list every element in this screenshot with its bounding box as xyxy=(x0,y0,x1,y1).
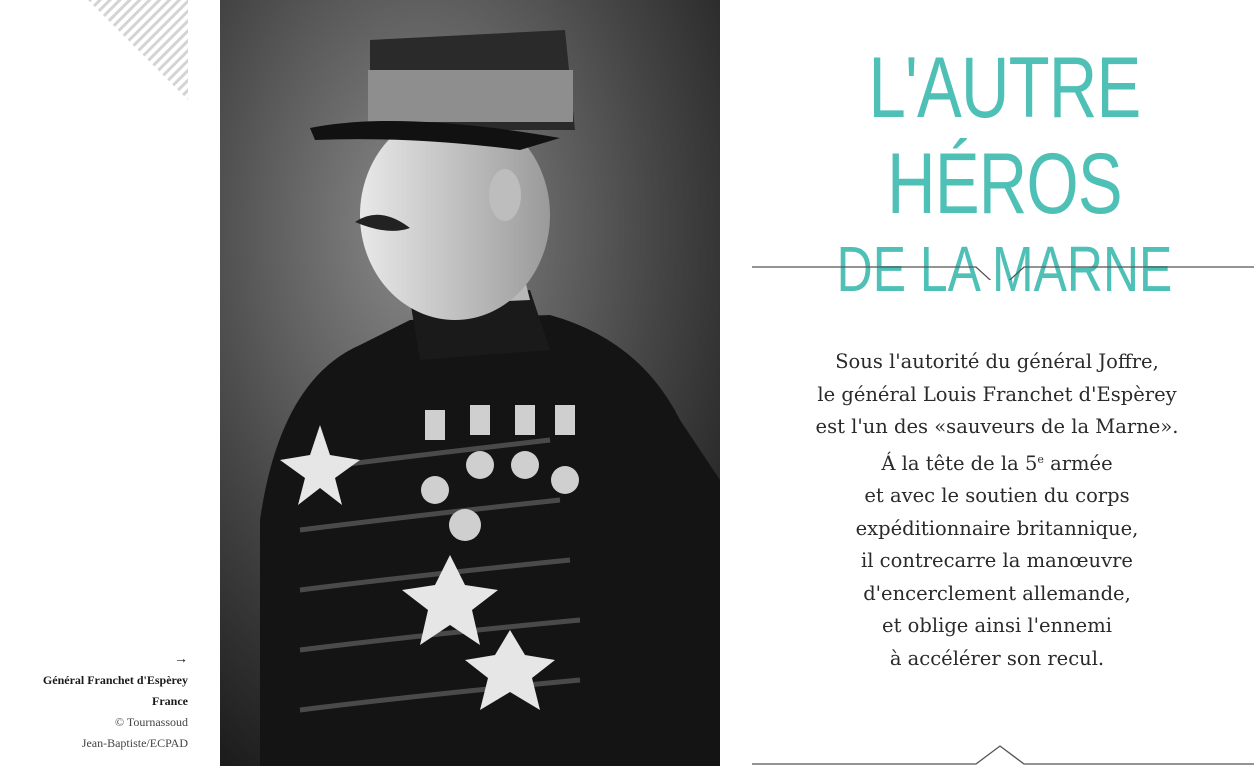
intro-line: il contrecarre la manœuvre xyxy=(861,549,1133,572)
ordinal-superscript: e xyxy=(1037,452,1044,466)
intro-line-pre: Á la tête de la 5 xyxy=(881,451,1038,475)
bottom-divider-chevron-up xyxy=(752,742,1254,766)
title-line-1: L'AUTRE HÉROS xyxy=(868,40,1141,232)
right-arrow-icon: → xyxy=(174,652,188,667)
intro-line: Sous l'autorité du général Joffre, xyxy=(835,350,1159,373)
intro-line: à accélérer son recul. xyxy=(889,646,1105,670)
caption-country: France xyxy=(152,694,188,708)
intro-line: et avec le soutien du corps xyxy=(864,484,1130,507)
intro-line: le général Louis Franchet d'Espèrey xyxy=(817,382,1177,406)
general-portrait-photo xyxy=(220,0,720,766)
photo-caption xyxy=(43,650,188,754)
intro-line: et oblige ainsi l'ennemi xyxy=(882,614,1112,637)
caption-credit-line1: © Tournassoud xyxy=(114,715,188,729)
intro-line-post: armée xyxy=(1043,451,1113,475)
top-divider-chevron-down xyxy=(752,256,1254,280)
portrait-illustration xyxy=(220,0,720,766)
intro-line: est l'un des «sauveurs de la Marne». xyxy=(815,415,1179,438)
title-line-2: DE LA MARNE xyxy=(836,233,1173,305)
intro-line: expéditionnaire britannique, xyxy=(855,516,1139,540)
caption-credit-line2: Jean-Baptiste/ECPAD xyxy=(81,736,188,750)
intro-line: d'encerclement allemande, xyxy=(863,581,1131,605)
article-intro xyxy=(740,346,1254,675)
caption-name: Général Franchet d'Espèrey xyxy=(42,673,188,687)
corner-stripe-pattern xyxy=(88,0,188,100)
intro-line-army xyxy=(740,444,1254,481)
